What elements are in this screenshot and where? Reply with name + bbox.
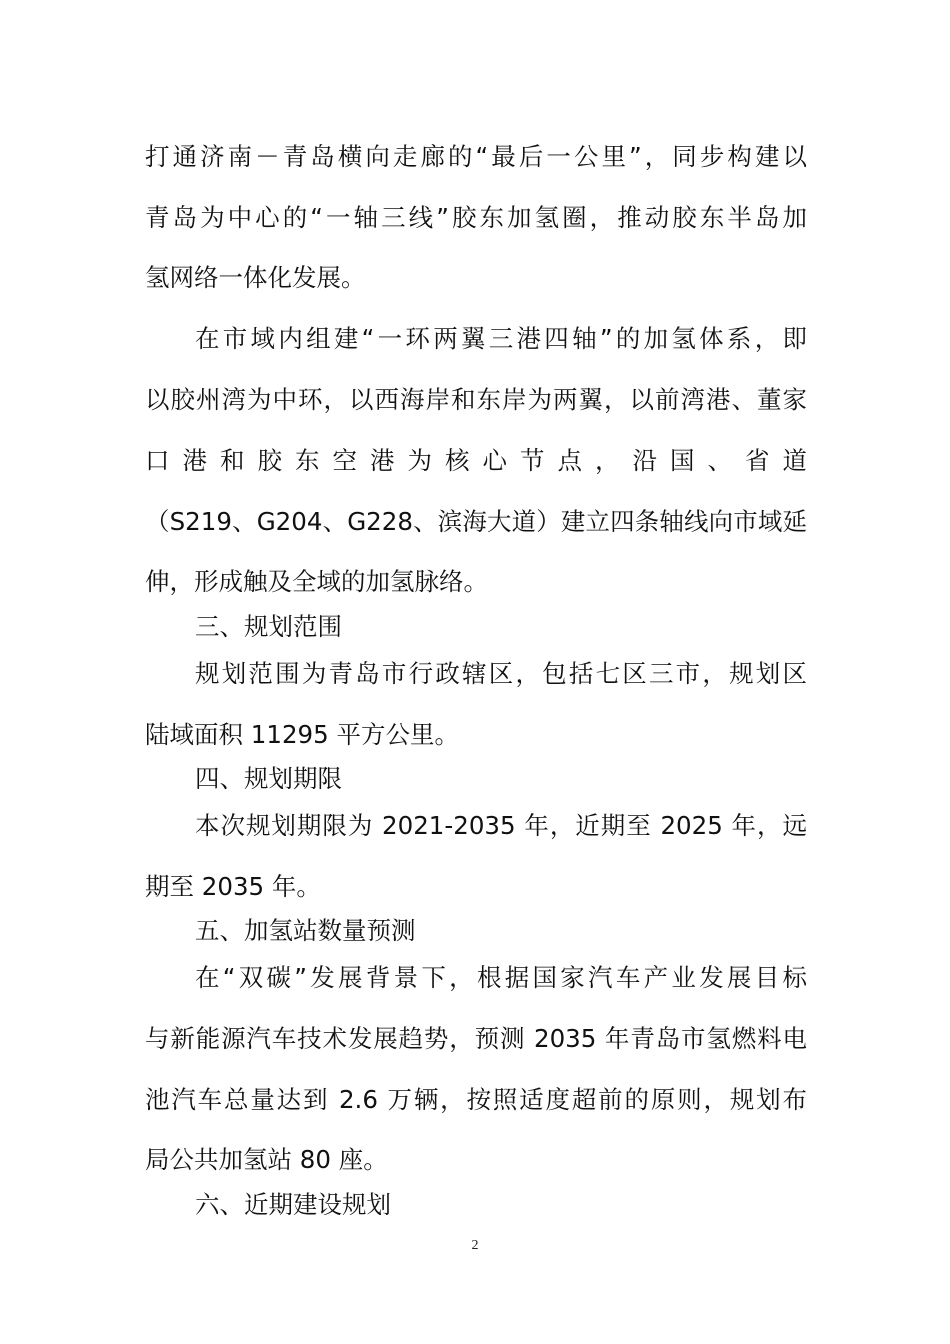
body-text-line: 口港和胶东空港为核心节点，沿国、省道 [145, 446, 807, 475]
body-text-line: （S219、G204、G228、滨海大道）建立四条轴线向市域延 [145, 507, 807, 536]
body-text-line: 以胶州湾为中环，以西海岸和东岸为两翼，以前湾港、董家 [145, 385, 807, 414]
section-heading: 五、加氢站数量预测 [195, 916, 416, 945]
body-text-line: 青岛为中心的“一轴三线”胶东加氢圈，推动胶东半岛加 [145, 203, 807, 232]
section-heading: 六、近期建设规划 [195, 1190, 391, 1219]
section-heading: 四、规划期限 [195, 764, 342, 793]
body-text-line: 与新能源汽车技术发展趋势，预测 2035 年青岛市氢燃料电 [145, 1024, 807, 1053]
body-text-line: 规划范围为青岛市行政辖区，包括七区三市，规划区 [195, 659, 807, 688]
body-text-line: 氢网络一体化发展。 [145, 263, 366, 292]
section-heading: 三、规划范围 [195, 612, 342, 641]
body-text-line: 池汽车总量达到 2.6 万辆，按照适度超前的原则，规划布 [145, 1085, 807, 1114]
body-text-line: 陆域面积 11295 平方公里。 [145, 720, 460, 749]
body-text-line: 在市域内组建“一环两翼三港四轴”的加氢体系，即 [195, 324, 807, 353]
page-number: 2 [471, 1238, 479, 1253]
body-text-line: 本次规划期限为 2021-2035 年，近期至 2025 年，远 [195, 811, 807, 840]
body-text-line: 打通济南－青岛横向走廊的“最后一公里”，同步构建以 [145, 142, 807, 171]
body-text-line: 在“双碳”发展背景下，根据国家汽车产业发展目标 [195, 963, 807, 992]
body-text-line: 局公共加氢站 80 座。 [145, 1145, 388, 1174]
body-text-line: 期至 2035 年。 [145, 872, 321, 901]
body-text-line: 伸，形成触及全域的加氢脉络。 [145, 567, 488, 596]
